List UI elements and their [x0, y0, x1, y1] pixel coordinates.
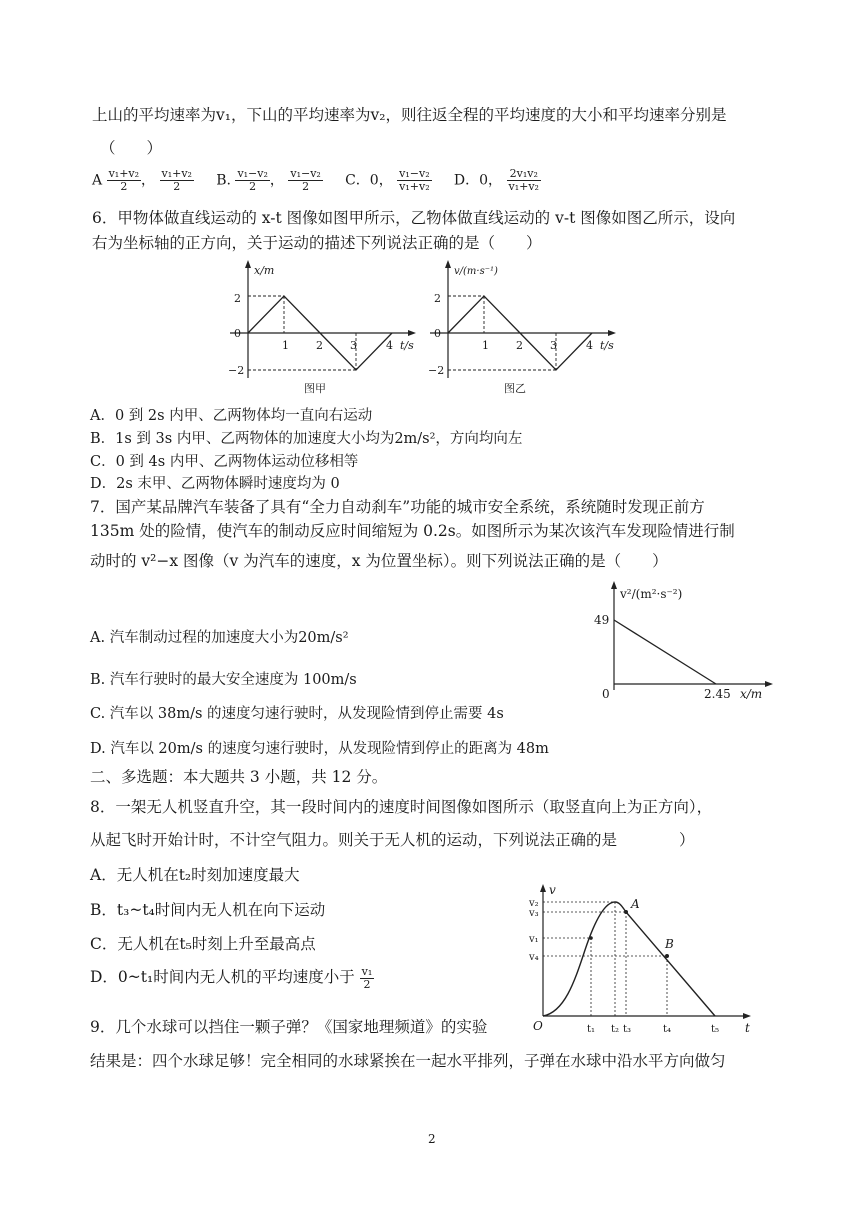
jia-ytick-0: 0: [234, 327, 241, 340]
q8-xtick-t4: t₄: [663, 1024, 672, 1035]
q5-opt-a-frac1: $\frac{\text{v₁+v₂}}{2}$: [108, 167, 140, 193]
q8-opt-b: B．t₃~t₄时间内无人机在向下运动: [90, 901, 326, 919]
q8-ytick-v2: v₂: [529, 898, 539, 909]
q8-opt-a: A．无人机在t₂时刻加速度最大: [90, 866, 300, 884]
q7-line2: 135m 处的险情，使汽车的制动反应时间缩短为 0.2s。如图所示为某次该汽车发现险情进行制: [90, 522, 735, 540]
q8-xtick-t2: t₂: [611, 1024, 620, 1035]
q7-ylabel: v²/(m²·s⁻²): [620, 587, 683, 601]
q8-opt-d: [90, 965, 374, 991]
jia-xtick-2: 2: [316, 339, 323, 352]
jia-xlabel: t/s: [400, 339, 414, 352]
q8-ytick-v3: v₃: [529, 908, 539, 919]
q8-opt-c: C．无人机在t₅时刻上升至最高点: [90, 935, 316, 953]
yi-ylabel: v/(m·s⁻¹): [454, 266, 498, 277]
yi-xtick-1: 1: [482, 339, 489, 352]
q8-xtick-t5: t₅: [711, 1024, 720, 1035]
q7-xlabel: x/m: [740, 687, 763, 701]
q8-point-a: A: [631, 897, 640, 911]
q7-opt-a: A. 汽车制动过程的加速度大小为20m/s²: [90, 630, 349, 646]
q7-line1: 7．国产某品牌汽车装备了具有“全力自动刹车”功能的城市安全系统，系统随时发现正前方: [90, 498, 705, 516]
jia-xtick-4: 4: [386, 339, 393, 352]
q9-line2: 结果是：四个水球足够！完全相同的水球紧挨在一起水平排列，子弹在水球中沿水平方向做匀: [90, 1052, 726, 1070]
q8-opt-d-text: D．0~t₁时间内无人机的平均速度小于: [90, 968, 355, 986]
q5-opt-a-label: A: [92, 172, 103, 189]
q6-line1: 6．甲物体做直线运动的 x-t 图像如图甲所示，乙物体做直线运动的 v-t 图像如图乙所示，设向: [92, 209, 736, 227]
q5-opt-c-frac: $\frac{\text{v₁−v₂}}{\text{v₁+v₂}}$: [399, 167, 430, 193]
q5-opt-d-label: D．0，: [453, 172, 503, 189]
q7-line3: 动时的 v²−x 图像（v 为汽车的速度，x 为位置坐标）。则下列说法正确的是（ ）: [90, 552, 668, 570]
section-2-title: 二、多选题：本大题共 3 小题，共 12 分。: [90, 768, 388, 786]
q6-opt-a: A．0 到 2s 内甲、乙两物体均一直向右运动: [90, 408, 373, 424]
yi-xtick-3: 3: [550, 339, 557, 352]
q5-opt-d-frac: $\frac{\text{2v₁v₂}}{\text{v₁+v₂}}$: [508, 167, 539, 193]
q8-xlabel: t: [745, 1021, 750, 1035]
page-number: 2: [428, 1132, 436, 1146]
q8-point-b: B: [665, 937, 674, 951]
q8-origin: O: [533, 1019, 543, 1033]
q6-opt-c: C．0 到 4s 内甲、乙两物体运动位移相等: [90, 454, 359, 470]
q6-opt-b: B．1s 到 3s 内甲、乙两物体的加速度大小均为2m/s²，方向均向左: [90, 431, 523, 447]
q8-line2: 从起飞时开始计时，不计空气阻力。则关于无人机的运动，下列说法正确的是 ）: [90, 831, 695, 849]
q7-line: [614, 620, 716, 684]
yi-ytick-neg2: −2: [428, 364, 445, 377]
q7-opt-b: B. 汽车行驶时的最大安全速度为 100m/s: [90, 672, 357, 688]
q8-opt-d-frac: $\frac{\text{v₁}}{2}$: [361, 964, 373, 991]
q7-graph: [590, 578, 780, 710]
yi-ytick-2: 2: [434, 292, 441, 305]
q6-line2: 右为坐标轴的正方向，关于运动的描述下列说法正确的是（ ）: [92, 234, 542, 252]
q7-opt-c: C. 汽车以 38m/s 的速度匀速行驶时，从发现险情到停止需要 4s: [90, 706, 504, 722]
jia-ylabel: x/m: [254, 264, 275, 277]
q7-y0-label: 49: [594, 613, 610, 627]
jia-xtick-1: 1: [282, 339, 289, 352]
yi-xtick-2: 2: [516, 339, 523, 352]
q7-opt-d: D. 汽车以 20m/s 的速度匀速行驶时，从发现险情到停止的距离为 48m: [90, 741, 549, 757]
q8-ytick-v4: v₄: [529, 952, 539, 963]
graph-yi: [428, 260, 616, 395]
yi-ytick-0: 0: [434, 327, 441, 340]
q5-opt-c-label: C．0，: [345, 172, 393, 189]
q5-opt-b-frac1: $\frac{\text{v₁−v₂}}{2}$: [237, 167, 268, 193]
graph-jia: [228, 260, 416, 395]
q5-opt-a-frac2: $\frac{\text{v₁+v₂}}{2}$: [161, 167, 192, 193]
q5-paren: （ ）: [100, 139, 163, 157]
yi-xtick-4: 4: [586, 339, 593, 352]
q8-ylabel: v: [549, 883, 556, 897]
q5-opt-b-label: B.: [216, 172, 231, 189]
jia-ytick-neg2: −2: [228, 364, 245, 377]
q6-graphs: [222, 258, 642, 398]
jia-ytick-2: 2: [234, 292, 241, 305]
q7-x0-label: 2.45: [704, 687, 731, 701]
q5-options: A $\frac{\text{v₁+v₂}}{2}$ ， $\frac{\text{v₁+v₂}}{2}$ B. $\frac{\text{v₁−v₂}}{2}$ ， $\frac{\text{v₁−v₂}}{2}$ C．0， $\frac{\text{v₁−v₂}}{\text{v₁+v₂}}$ D．0， $\frac{\text{2v₁v₂}}{\text{v₁+v₂}}$: [92, 167, 539, 193]
q6-opt-d: D．2s 末甲、乙两物体瞬时速度均为 0: [90, 476, 340, 492]
q9-line1: 9．几个水球可以挡住一颗子弹？《国家地理频道》的实验: [90, 1018, 488, 1036]
q8-xtick-t3: t₃: [623, 1024, 632, 1035]
q8-curve: [543, 902, 715, 1016]
yi-xlabel: t/s: [600, 339, 614, 352]
q8-xtick-t1: t₁: [587, 1024, 596, 1035]
yi-caption: 图乙: [504, 382, 526, 395]
jia-caption: 图甲: [304, 382, 326, 395]
q5-line1: 上山的平均速率为v₁，下山的平均速率为v₂，则往返全程的平均速度的大小和平均速率分别是: [92, 106, 727, 124]
q7-origin: 0: [602, 687, 610, 701]
jia-xtick-3: 3: [350, 339, 357, 352]
q8-ytick-v1: v₁: [529, 934, 539, 945]
q8-line1: 8．一架无人机竖直升空，其一段时间内的速度时间图像如图所示（取竖直向上为正方向），: [90, 798, 713, 816]
q5-opt-b-frac2: $\frac{\text{v₁−v₂}}{2}$: [290, 167, 321, 193]
q8-graph: [525, 880, 760, 1035]
